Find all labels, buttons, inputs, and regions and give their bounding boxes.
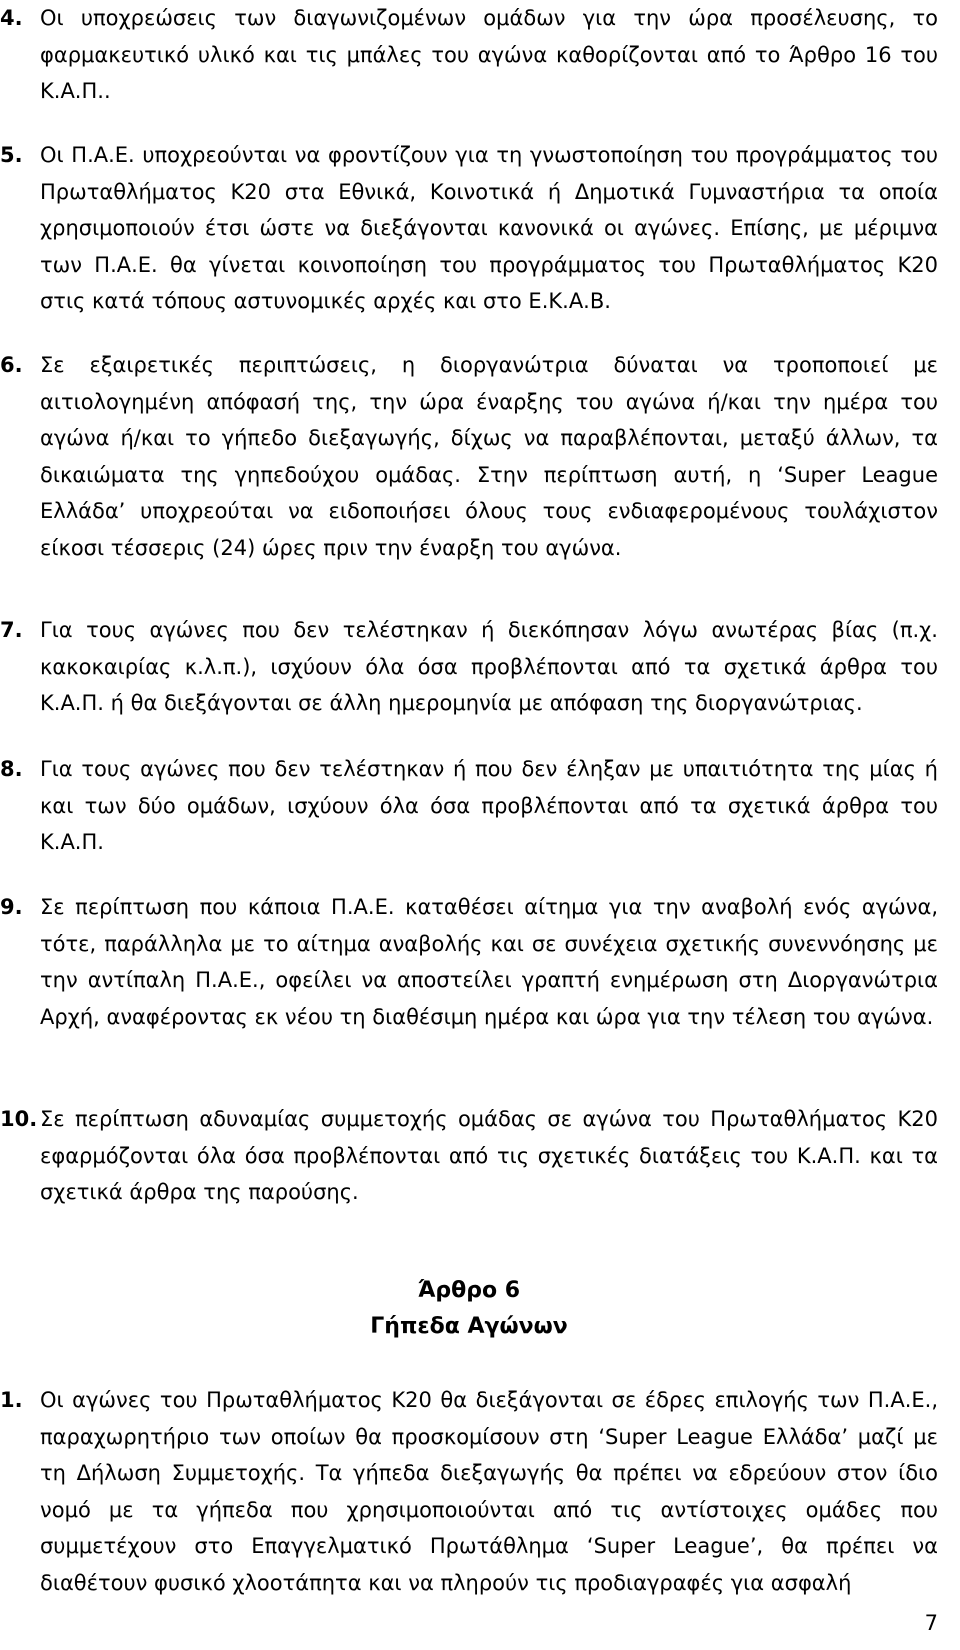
- item-text: Οι υποχρεώσεις των διαγωνιζομένων ομάδων για την ώρα προσέλευσης, το φαρμακευτικό υλικό και τις μπάλες του αγώνα καθορίζονται από το Άρθρο 16 του Κ.Α.Π..: [40, 6, 938, 103]
- list-item-8: [0, 751, 938, 861]
- item-number: 7.: [0, 618, 23, 642]
- list-item-7: [0, 612, 938, 722]
- article-subtitle: Γήπεδα Αγώνων: [370, 1314, 568, 1339]
- item-text: Για τους αγώνες που δεν τελέστηκαν ή διεκόπησαν λόγω ανωτέρας βίας (π.χ. κακοκαιρίας κ.λ.π.), ισχύουν όλα όσα προβλέπονται από τα σχετικά άρθρα του Κ.Α.Π. ή θα διεξάγονται σε άλλη ημερομηνία με απόφαση της διοργανώτριας.: [40, 618, 938, 715]
- item-text: Σε εξαιρετικές περιπτώσεις, η διοργανώτρια δύναται να τροποποιεί με αιτιολογημένη απόφασή της, την ώρα έναρξης του αγώνα ή/και την ημέρα του αγώνα ή/και το γήπεδο διεξαγωγής, δίχως να παραβλέπονται, μεταξύ άλλων, τα δικαιώματα της γηπεδούχου ομάδας. Στην περίπτωση αυτή, η ‘Super League Ελλάδα’ υποχρεούται να ειδοποιήσει όλους τους ενδιαφερομένους τουλάχιστον είκοσι τέσσερις (24) ώρες πριν την έναρξη του αγώνα.: [40, 353, 938, 560]
- item-number: 8.: [0, 757, 23, 781]
- item-text: Σε περίπτωση που κάποια Π.Α.Ε. καταθέσει αίτημα για την αναβολή ενός αγώνα, τότε, παράλληλα με το αίτημα αναβολής και σε συνέχεια σχετικής συνεννόησης με την αντίπαλη Π.Α.Ε., οφείλει να αποστείλει γραπτή ενημέρωση στη Διοργανώτρια Αρχή, αναφέροντας εκ νέου τη διαθέσιμη ημέρα και ώρα για την τέλεση του αγώνα.: [40, 895, 938, 1029]
- page-number: 7: [924, 1611, 938, 1635]
- article-title: Άρθρο 6: [417, 1278, 521, 1303]
- item-text: Για τους αγώνες που δεν τελέστηκαν ή που δεν έληξαν με υπαιτιότητα της μίας ή και των δύο ομάδων, ισχύουν όλα όσα προβλέπονται από τα σχετικά άρθρα του Κ.Α.Π.: [40, 757, 938, 854]
- list-item-9: [0, 889, 938, 1035]
- item-text: Οι Π.Α.Ε. υποχρεούνται να φροντίζουν για τη γνωστοποίηση του προγράμματος του Πρωταθλήματος Κ20 στα Εθνικά, Κοινοτικά ή Δημοτικά Γυμναστήρια τα οποία χρησιμοποιούν έτσι ώστε να διεξάγονται κανονικά οι αγώνες. Επίσης, με μέριμνα των Π.Α.Ε. θα γίνεται κοινοποίηση του προγράμματος του Πρωταθλήματος Κ20 στις κατά τόπους αστυνομικές αρχές και στο Ε.Κ.Α.Β.: [40, 143, 938, 313]
- list-item-4: [0, 0, 938, 110]
- list-item-10: [0, 1101, 938, 1211]
- list-item-5: [0, 137, 938, 320]
- item-number: 10.: [0, 1107, 38, 1131]
- item-number: 5.: [0, 143, 23, 167]
- item-text: Οι αγώνες του Πρωταθλήματος Κ20 θα διεξάγονται σε έδρες επιλογής των Π.Α.Ε., παραχωρητήριο των οποίων θα προσκομίσουν στη ‘Super League Ελλάδα’ μαζί με τη Δήλωση Συμμετοχής. Τα γήπεδα διεξαγωγής θα πρέπει να εδρεύουν στον ίδιο νομό με τα γήπεδα που χρησιμοποιούνται από τις αντίστοιχες ομάδες που συμμετέχουν στο Επαγγελματικό Πρωτάθλημα ‘Super League’, θα πρέπει να διαθέτουν φυσικό χλοοτάπητα και να πληρούν τις προδιαγραφές για ασφαλή: [40, 1388, 938, 1595]
- item-number: 1.: [0, 1388, 23, 1412]
- list-item-6: [0, 347, 938, 566]
- item-text: Σε περίπτωση αδυναμίας συμμετοχής ομάδας σε αγώνα του Πρωταθλήματος Κ20 εφαρμόζονται όλα όσα προβλέπονται από τις σχετικές διατάξεις του Κ.Α.Π. και τα σχετικά άρθρα της παρούσης.: [40, 1107, 938, 1204]
- item-number: 4.: [0, 6, 23, 30]
- item-number: 9.: [0, 895, 23, 919]
- article-list-item-1: [0, 1382, 938, 1601]
- item-number: 6.: [0, 353, 23, 377]
